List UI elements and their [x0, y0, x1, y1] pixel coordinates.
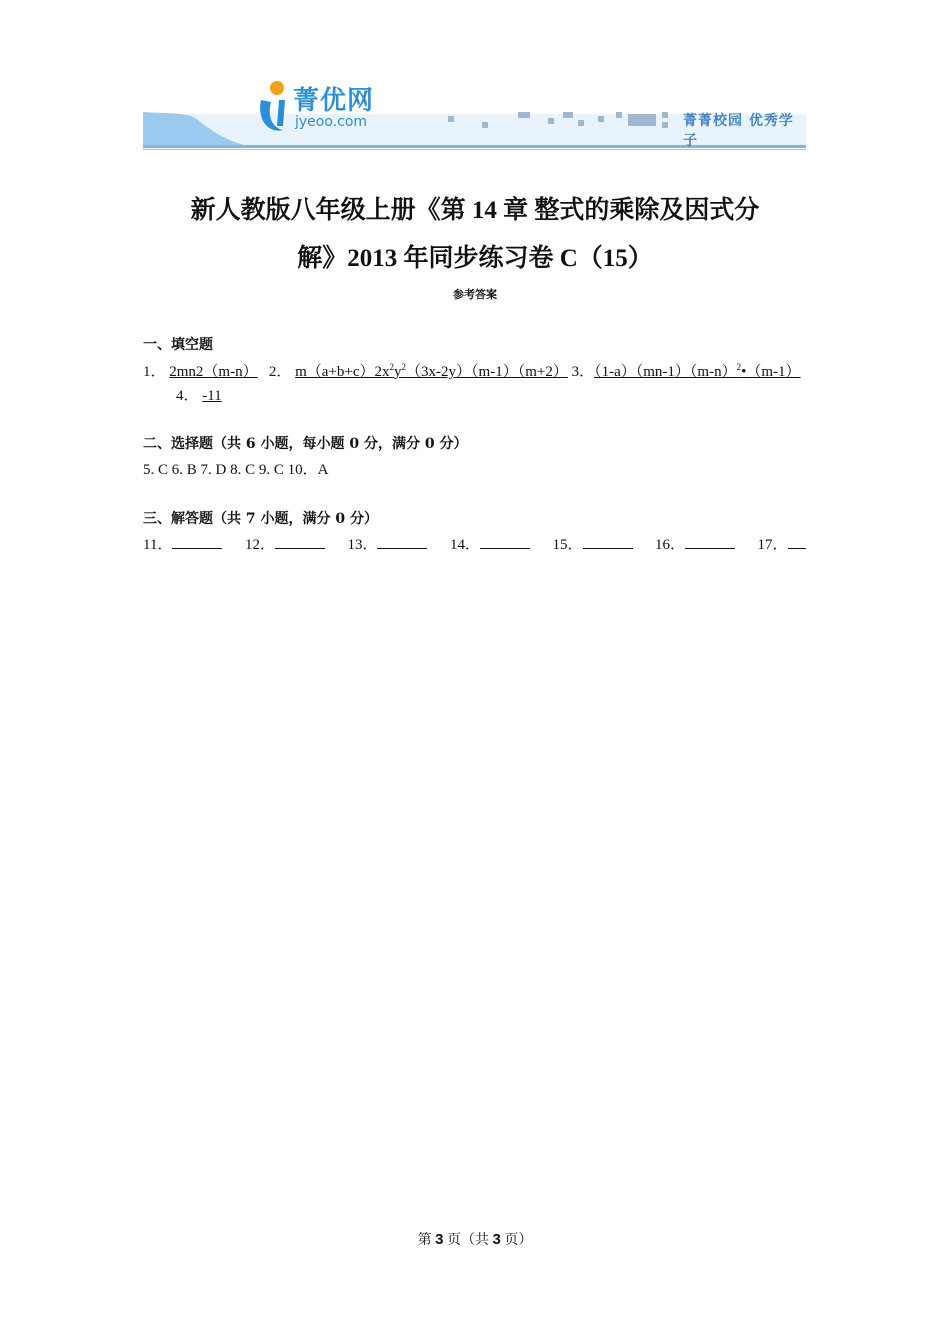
section-heading-multiple-choice: 二、选择题（共 6 小题，每小题 0 分，满分 0 分） [143, 436, 468, 452]
q2-exponent: 2 [401, 362, 407, 372]
footer-middle: 页（共 [443, 1233, 493, 1248]
footer-total-pages: 3 [492, 1231, 501, 1248]
q16-number: 16． [655, 537, 686, 553]
footer-page-number: 3 [435, 1231, 444, 1248]
header-slogan: 菁菁校园 优秀学子 [683, 113, 794, 149]
q3-number: 3． [571, 364, 595, 380]
logo-text: 菁优网 [293, 86, 375, 116]
q2-number: 2． [268, 364, 292, 380]
q13-number: 13． [347, 537, 378, 553]
answer-line-multiple-choice: 5. C 6. B 7. D 8. C 9. C 10．A [143, 462, 329, 478]
q4-answer: -11 [202, 388, 222, 404]
answer-blank [172, 534, 222, 549]
q11-number: 11． [143, 537, 173, 553]
section-heading-fill-blank: 一、填空题 [143, 337, 213, 353]
q3-answer-part: •（m-1） [741, 364, 801, 380]
answer-blank [685, 534, 735, 549]
answer-blank [275, 534, 325, 549]
q3-answer [594, 364, 800, 380]
answer-blank [377, 534, 427, 549]
q2-answer-part: （3x-2y）（m-1）（m+2） [406, 364, 568, 380]
q2-answer-part: y [394, 364, 402, 380]
q17-number: 17． [757, 537, 788, 553]
q3-exponent: 2 [736, 362, 742, 372]
q2-answer [295, 364, 568, 380]
q14-number: 14． [449, 537, 480, 553]
footer-suffix: 页） [500, 1233, 533, 1248]
q1-number: 1． [143, 364, 166, 380]
q2-answer-part: m（a+b+c）2x [295, 364, 390, 380]
document-title-line2: 解》2013 年同步练习卷 C（15） [297, 245, 653, 272]
answer-line-fill-blank [143, 360, 801, 381]
logo-icon [253, 78, 293, 138]
q12-number: 12． [244, 537, 275, 553]
page-footer [0, 1229, 950, 1249]
answer-line-q4 [176, 384, 222, 405]
logo-domain: jyeoo.com [295, 114, 368, 130]
answer-blank [583, 534, 633, 549]
answer-blank [788, 534, 806, 549]
q15-number: 15． [552, 537, 583, 553]
page-header [143, 72, 806, 150]
document-subtitle: 参考答案 [453, 288, 497, 301]
q1-answer: 2mn2（m-n） [169, 364, 258, 380]
section-heading-solutions: 三、解答题（共 7 小题，满分 0 分） [143, 511, 378, 527]
q4-number: 4． [176, 388, 199, 404]
q3-answer-part: （1-a）（mn-1）（m-n） [594, 364, 737, 380]
decorative-dots [448, 110, 688, 130]
footer-prefix: 第 [417, 1233, 436, 1248]
header-wave-graphic [143, 112, 263, 148]
answer-blank [480, 534, 530, 549]
answer-line-solutions [143, 533, 806, 554]
document-title-line1: 新人教版八年级上册《第 14 章 整式的乘除及因式分 [190, 197, 760, 224]
q2-exponent: 2 [389, 362, 395, 372]
